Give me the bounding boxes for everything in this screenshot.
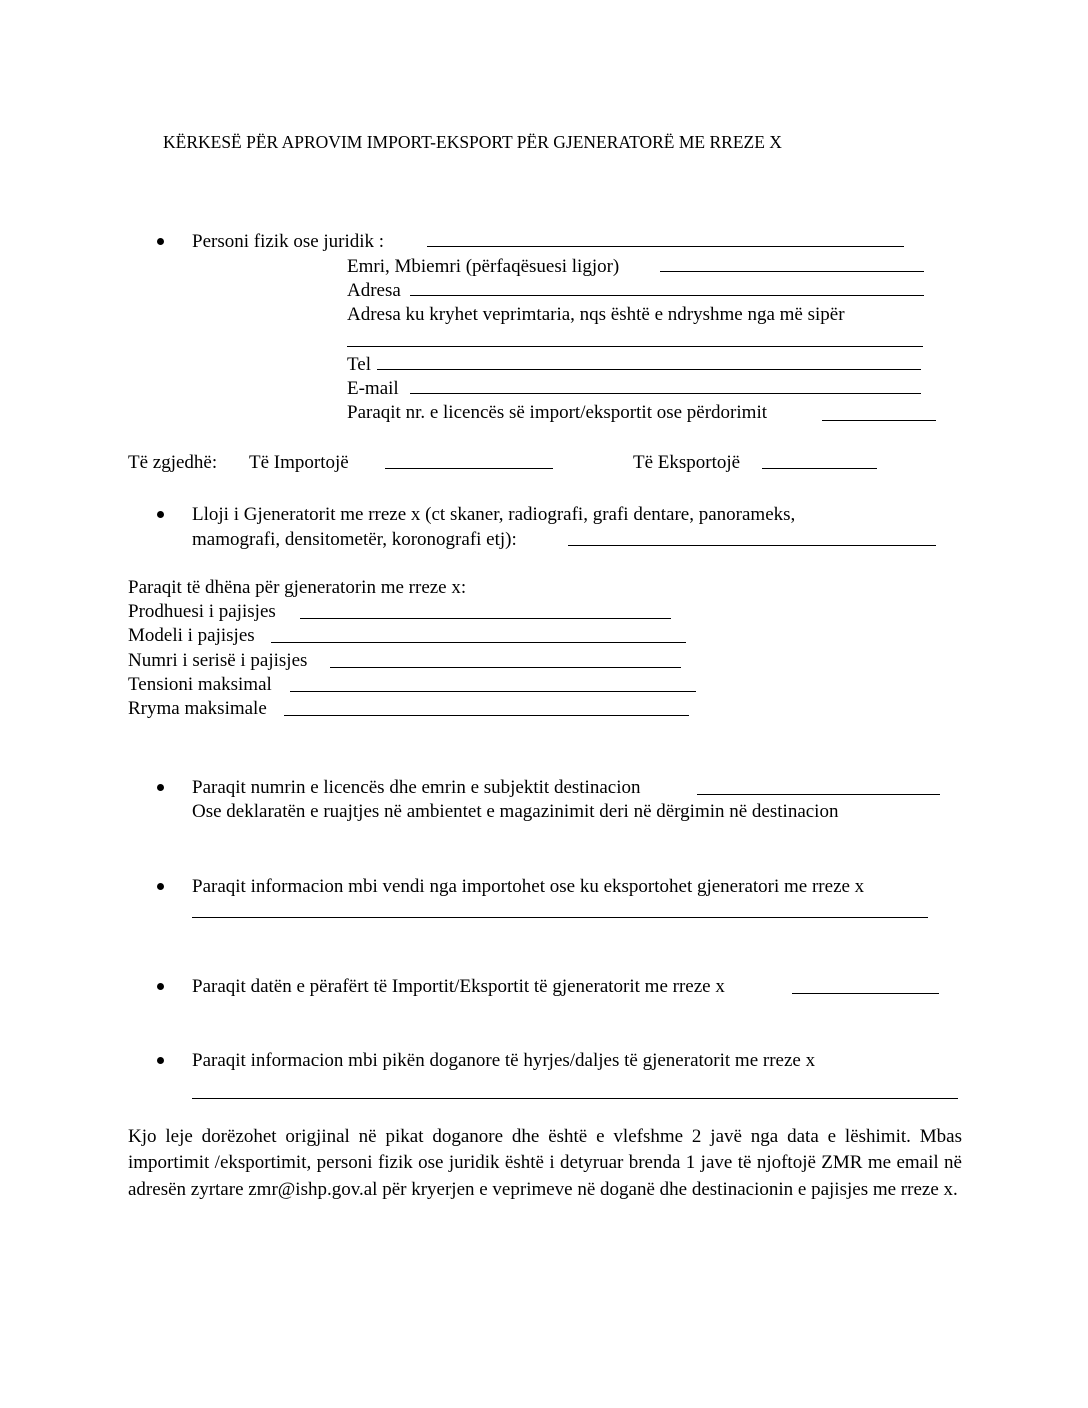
generator-type-line2: mamografi, densitometër, koronografi etj):	[192, 529, 517, 550]
destination-line1: Paraqit numrin e licencës dhe emrin e subjektit destinacion	[192, 777, 641, 798]
license-field[interactable]	[822, 420, 936, 421]
bullet-icon	[157, 784, 164, 791]
export-field[interactable]	[762, 468, 877, 469]
voltage-field[interactable]	[290, 691, 696, 692]
import-field[interactable]	[385, 468, 553, 469]
model-field[interactable]	[271, 642, 686, 643]
license-label: Paraqit nr. e licencës së import/eksportit ose përdorimit	[347, 402, 768, 423]
manufacturer-field[interactable]	[300, 618, 671, 619]
model-label: Modeli i pajisjes	[128, 625, 255, 646]
import-label: Të Importojë	[249, 452, 349, 473]
applicant-field[interactable]	[427, 246, 904, 247]
bullet-icon	[157, 883, 164, 890]
serial-field[interactable]	[330, 667, 681, 668]
bullet-icon	[157, 511, 164, 518]
destination-line2: Ose deklaratën e ruajtjes në ambientet e magazinimit deri në dërgimin në destinacion	[192, 801, 839, 822]
customs-label: Paraqit informacion mbi pikën doganore të hyrjes/daljes të gjeneratorit me rreze x	[192, 1050, 816, 1071]
generator-type-line1: Lloji i Gjeneratorit me rreze x (ct skaner, radiografi, grafi dentare, panorameks,	[192, 504, 796, 525]
customs-field[interactable]	[192, 1098, 958, 1099]
export-label: Të Eksportojë	[633, 452, 741, 473]
tel-label: Tel	[347, 354, 371, 375]
voltage-label: Tensioni maksimal	[128, 674, 272, 695]
serial-label: Numri i serisë i pajisjes	[128, 650, 308, 671]
activity-address-label: Adresa ku kryhet veprimtaria, nqs është e ndryshme nga më sipër	[347, 304, 845, 325]
name-label: Emri, Mbiemri (përfaqësuesi ligjor)	[347, 256, 620, 277]
form-title: KËRKESË PËR APROVIM IMPORT-EKSPORT PËR GJENERATORË ME RREZE X	[163, 132, 782, 152]
tel-field[interactable]	[377, 369, 921, 370]
applicant-label: Personi fizik ose juridik :	[192, 231, 385, 252]
address-label: Adresa	[347, 280, 401, 301]
bullet-icon	[157, 238, 164, 245]
choice-label: Të zgjedhë:	[128, 452, 218, 473]
current-field[interactable]	[284, 715, 689, 716]
generator-type-field[interactable]	[568, 545, 936, 546]
manufacturer-label: Prodhuesi i pajisjes	[128, 601, 276, 622]
activity-address-field[interactable]	[347, 346, 923, 347]
generator-data-intro: Paraqit të dhëna për gjeneratorin me rreze x:	[128, 577, 467, 598]
destination-field[interactable]	[697, 794, 940, 795]
email-field[interactable]	[410, 393, 921, 394]
name-field[interactable]	[660, 271, 924, 272]
address-field[interactable]	[410, 295, 924, 296]
date-label: Paraqit datën e përafërt të Importit/Eksportit të gjeneratorit me rreze x	[192, 976, 725, 997]
bullet-icon	[157, 1057, 164, 1064]
origin-label: Paraqit informacion mbi vendi nga importohet ose ku eksportohet gjeneratori me rreze x	[192, 876, 865, 897]
date-field[interactable]	[792, 993, 939, 994]
bullet-icon	[157, 983, 164, 990]
footer-paragraph: Kjo leje dorëzohet origjinal në pikat doganore dhe është e vlefshme 2 javë nga data e lëshimit. Mbas importimit /eksportimit, personi fizik ose juridik është i detyruar brenda 1 jave të njoftojë ZMR me email në adresën zyrtare zmr@ishp.gov.al për kryerjen e veprimeve në doganë dhe destinacionin e pajisjes me rreze x.	[128, 1126, 962, 1200]
origin-field[interactable]	[192, 917, 928, 918]
email-label: E-mail	[347, 378, 399, 399]
current-label: Rryma maksimale	[128, 698, 267, 719]
